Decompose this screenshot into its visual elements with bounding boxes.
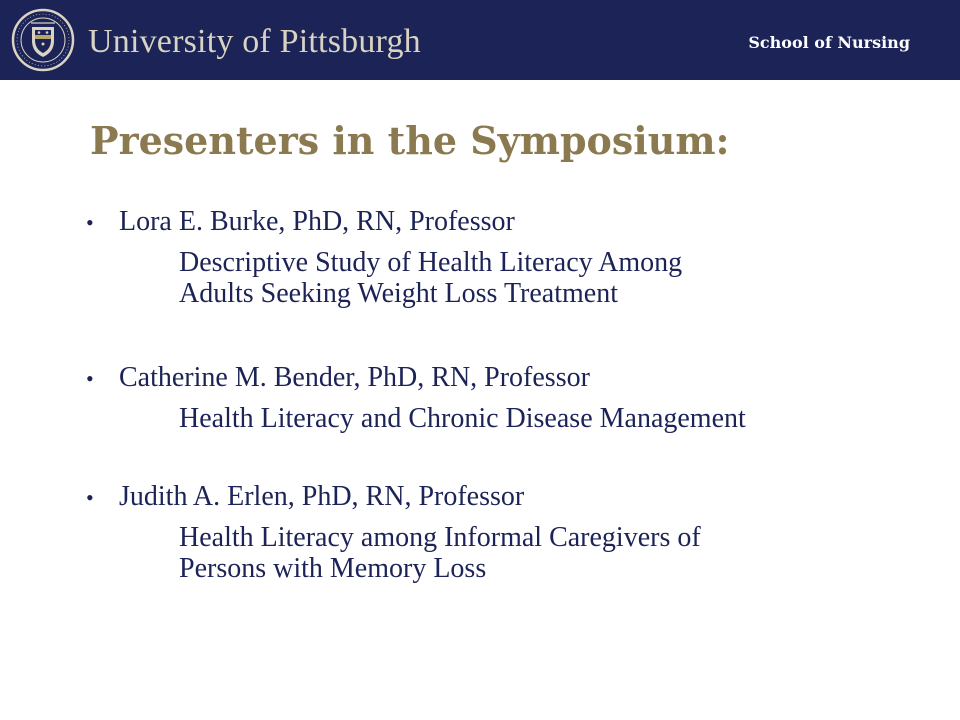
talk-title [179,403,926,434]
talk-title [179,522,926,584]
presenter-name: Lora E. Burke, PhD, RN, Professor [119,206,515,237]
talk-title [179,247,926,309]
talk-title-line: Health Literacy and Chronic Disease Management [179,403,746,434]
talk-title-line: Descriptive Study of Health Literacy Among [179,247,683,278]
bullet-icon: • [86,485,94,510]
header-bar [0,0,960,80]
school-name: School of Nursing [748,33,910,52]
presenter-item [86,478,926,584]
bullet-icon: • [86,366,94,391]
bullet-icon: • [86,210,94,235]
presenter-item [86,359,926,434]
talk-title-line: Health Literacy among Informal Caregivers of [179,522,701,553]
talk-title-line: Adults Seeking Weight Loss Treatment [179,278,619,309]
presenter-name: Catherine M. Bender, PhD, RN, Professor [119,362,590,393]
university-seal-icon [11,8,75,72]
presenter-name-line [86,203,926,242]
slide-title: Presenters in the Symposium: [90,118,730,163]
presenter-name: Judith A. Erlen, PhD, RN, Professor [119,481,525,512]
presenter-item [86,203,926,309]
presenter-name-line [86,478,926,517]
talk-title-line: Persons with Memory Loss [179,553,487,584]
university-wordmark: University of Pittsburgh [88,23,421,60]
presenter-name-line [86,359,926,398]
